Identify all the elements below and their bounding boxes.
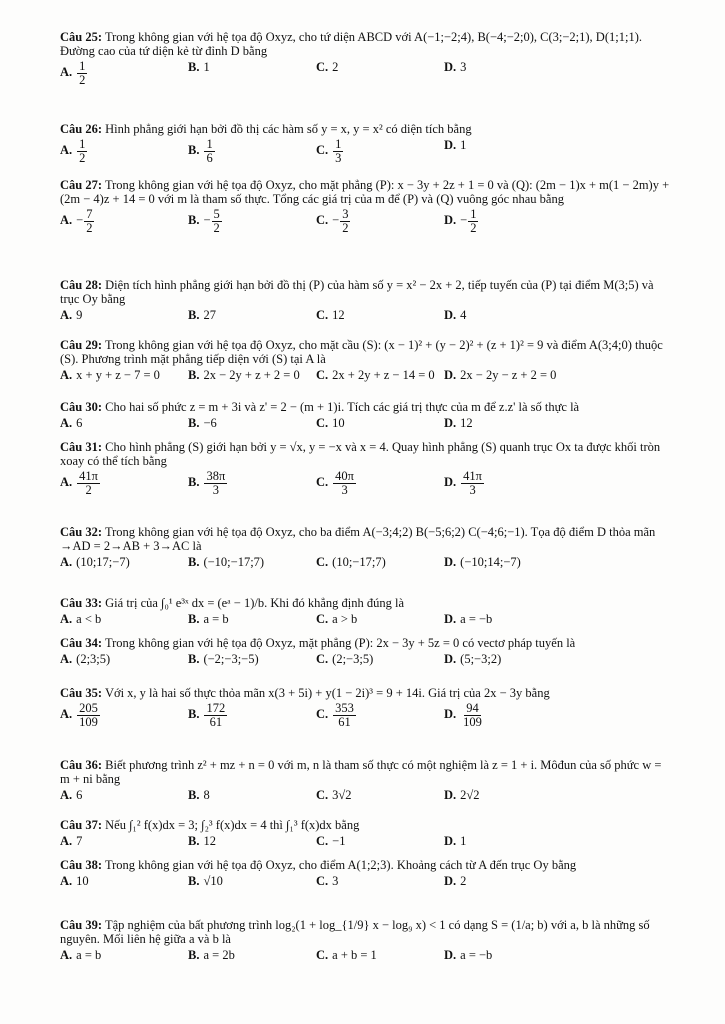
answer-option-c[interactable]	[316, 416, 444, 430]
answer-option-a[interactable]	[60, 416, 188, 430]
option-value: $\frac{1}{6}$	[206, 137, 213, 165]
option-value: 1	[460, 834, 467, 848]
answer-option-d[interactable]	[444, 470, 572, 497]
answer-options	[60, 834, 672, 848]
option-letter: C.	[316, 874, 329, 888]
answer-options	[60, 652, 672, 666]
question-q38	[60, 858, 672, 888]
answer-options	[60, 702, 672, 729]
answer-option-d[interactable]	[444, 834, 572, 848]
option-letter: A.	[60, 834, 73, 848]
question-q27	[60, 178, 672, 235]
question-label: Câu 38:	[60, 858, 103, 872]
option-letter: A.	[60, 652, 73, 666]
answer-option-a[interactable]	[60, 788, 188, 802]
option-value: a + b = 1	[332, 948, 377, 962]
option-letter: D.	[444, 788, 457, 802]
option-letter: C.	[316, 308, 329, 322]
answer-option-b[interactable]	[188, 138, 316, 165]
answer-option-a[interactable]	[60, 612, 188, 626]
option-value: a = 2b	[203, 948, 235, 962]
answer-option-d[interactable]	[444, 874, 572, 888]
option-letter: A.	[60, 475, 73, 490]
answer-option-d[interactable]	[444, 368, 572, 382]
option-letter: A.	[60, 65, 73, 80]
option-value: a = b	[76, 948, 102, 962]
option-value: 3	[332, 874, 339, 888]
option-value: (2;3;5)	[76, 652, 111, 666]
question-stem: Trong không gian với hệ tọa độ Oxyz, cho ba điểm A(−3;4;2) B(−5;6;2) C(−4;6;−1). Tọa độ điểm D thỏa mãn →AD = 2→AB + 3→AC là	[60, 525, 656, 553]
option-value: $\frac{41\pi}{3}$	[463, 469, 482, 497]
option-letter: C.	[316, 834, 329, 848]
option-value: $\frac{38\pi}{3}$	[206, 469, 226, 497]
answer-option-c[interactable]	[316, 788, 444, 802]
option-letter: C.	[316, 788, 329, 802]
option-letter: C.	[316, 707, 329, 722]
question-q34	[60, 636, 672, 666]
answer-option-a[interactable]	[60, 555, 188, 569]
option-value: 9	[76, 308, 83, 322]
answer-option-b[interactable]	[188, 368, 316, 382]
question-q30	[60, 400, 672, 430]
option-value: − $\frac{5}{2}$	[203, 207, 220, 235]
option-letter: A.	[60, 555, 73, 569]
option-value: a = b	[203, 612, 229, 626]
question-label: Câu 26:	[60, 122, 103, 136]
option-value: 10	[332, 416, 345, 430]
option-value: 12	[460, 416, 473, 430]
question-q35	[60, 686, 672, 729]
answer-options	[60, 308, 672, 322]
option-value: (2;−3;5)	[332, 652, 374, 666]
option-letter: B.	[188, 834, 200, 848]
answer-option-c[interactable]	[316, 834, 444, 848]
question-stem: Trong không gian với hệ tọa độ Oxyz, cho mặt phẳng (P): x − 3y + 2z + 1 = 0 và (Q): (2m − 1)x + m(1 − 2m)y + (2m − 4)z + 14 = 0 với m là tham số thực. Tổng các giá trị của m để (P) và (Q) vuông góc nhau bằng	[60, 178, 670, 206]
answer-option-d[interactable]	[444, 60, 572, 87]
option-letter: B.	[188, 143, 200, 158]
option-value: $\frac{40\pi}{3}$	[335, 469, 354, 497]
answer-options	[60, 788, 672, 802]
answer-options	[60, 60, 672, 87]
question-q31	[60, 440, 672, 497]
option-value: 12	[332, 308, 345, 322]
option-letter: C.	[316, 416, 329, 430]
option-letter: D.	[444, 138, 457, 152]
option-letter: D.	[444, 213, 457, 228]
answer-option-d[interactable]	[444, 612, 572, 626]
option-letter: C.	[316, 612, 329, 626]
option-letter: B.	[188, 612, 200, 626]
question-stem: Trong không gian với hệ tọa độ Oxyz, cho tứ diện ABCD với A(−1;−2;4), B(−4;−2;0), C(3;−2;1), D(1;1;1). Đường cao của tứ diện kẻ từ đỉnh D bằng	[60, 30, 642, 58]
option-value: 2	[332, 60, 339, 74]
option-letter: B.	[188, 368, 200, 382]
question-stem: Cho hình phẳng (S) giới hạn bởi y = √x, y = −x và x = 4. Quay hình phẳng (S) quanh trục Ox ta được khối tròn xoay có thể tích bằng	[60, 440, 661, 468]
option-value: 2	[460, 874, 467, 888]
option-value: −1	[332, 834, 346, 848]
answer-option-d[interactable]	[444, 702, 572, 729]
question-stem: Biết phương trình z² + mz + n = 0 với m, n là tham số thực có một nghiệm là z = 1 + i. Môđun của số phức w = m + ni bằng	[60, 758, 662, 786]
option-value: a > b	[332, 612, 358, 626]
question-stem: Tập nghiệm của bất phương trình log₂(1 + log_{1/9} x − log₉ x) < 1 có dạng S = (1/a; b) với a, b là những số nguyên. Mối liên hệ giữa a và b là	[60, 918, 650, 946]
option-value: 27	[203, 308, 216, 322]
answer-option-b[interactable]	[188, 874, 316, 888]
option-letter: B.	[188, 555, 200, 569]
option-letter: D.	[444, 475, 457, 490]
option-value: $\frac{205}{109}$	[79, 701, 98, 729]
question-stem: Giá trị của ∫₀¹ e³ˣ dx = (eᵃ − 1)/b. Khi đó khẳng định đúng là	[105, 596, 405, 610]
question-label: Câu 25:	[60, 30, 103, 44]
option-value: 10	[76, 874, 89, 888]
option-letter: B.	[188, 874, 200, 888]
option-value: − $\frac{7}{2}$	[76, 207, 93, 235]
question-label: Câu 36:	[60, 758, 103, 772]
answer-option-c[interactable]	[316, 948, 444, 962]
answer-option-d[interactable]	[444, 138, 572, 165]
option-letter: A.	[60, 874, 73, 888]
question-q26	[60, 122, 672, 165]
question-label: Câu 29:	[60, 338, 103, 352]
option-value: 7	[76, 834, 83, 848]
answer-option-c[interactable]	[316, 555, 444, 569]
answer-option-b[interactable]	[188, 208, 316, 235]
answer-option-b[interactable]	[188, 308, 316, 322]
answer-option-b[interactable]	[188, 60, 316, 87]
question-q29	[60, 338, 672, 382]
answer-option-a[interactable]	[60, 470, 188, 497]
option-value: −6	[203, 416, 217, 430]
question-stem: Với x, y là hai số thực thỏa mãn x(3 + 5i) + y(1 − 2i)³ = 9 + 14i. Giá trị của 2x − 3y bằng	[104, 686, 550, 700]
answer-option-b[interactable]	[188, 612, 316, 626]
question-label: Câu 35:	[60, 686, 103, 700]
option-letter: A.	[60, 416, 73, 430]
option-letter: B.	[188, 60, 200, 74]
option-value: 6	[76, 788, 83, 802]
answer-option-c[interactable]	[316, 612, 444, 626]
option-letter: B.	[188, 308, 200, 322]
answer-options	[60, 368, 672, 382]
option-letter: C.	[316, 143, 329, 158]
option-value: 2√2	[460, 788, 480, 802]
answer-options	[60, 470, 672, 497]
answer-option-d[interactable]	[444, 948, 572, 962]
option-letter: A.	[60, 948, 73, 962]
question-label: Câu 28:	[60, 278, 103, 292]
option-value: $\frac{1}{2}$	[79, 137, 86, 165]
option-value: (10;17;−7)	[76, 555, 130, 569]
option-letter: B.	[188, 416, 200, 430]
answer-option-a[interactable]	[60, 652, 188, 666]
answer-option-a[interactable]	[60, 368, 188, 382]
option-letter: B.	[188, 213, 200, 228]
option-letter: D.	[444, 60, 457, 74]
answer-options	[60, 612, 672, 626]
question-label: Câu 30:	[60, 400, 103, 414]
question-stem: Trong không gian với hệ tọa độ Oxyz, cho mặt cầu (S): (x − 1)² + (y − 2)² + (z + 1)² = 9 và điểm A(3;4;0) thuộc (S). Phương trình mặt phẳng tiếp diện với (S) tại A là	[60, 338, 663, 366]
answer-option-b[interactable]	[188, 948, 316, 962]
answer-option-d[interactable]	[444, 308, 572, 322]
option-letter: A.	[60, 308, 73, 322]
question-stem: Nếu ∫₁² f(x)dx = 3; ∫₂³ f(x)dx = 4 thì ∫₁³ f(x)dx bằng	[105, 818, 360, 832]
option-value: √10	[203, 874, 223, 888]
question-q32	[60, 525, 672, 569]
option-letter: A.	[60, 707, 73, 722]
question-stem: Diện tích hình phẳng giới hạn bởi đồ thị (P) của hàm số y = x² − 2x + 2, tiếp tuyến của (P) tại điểm M(3;5) và trục Oy bằng	[60, 278, 654, 306]
option-letter: B.	[188, 652, 200, 666]
answer-option-a[interactable]	[60, 308, 188, 322]
answer-option-a[interactable]	[60, 60, 188, 87]
option-letter: B.	[188, 707, 200, 722]
option-value: (−10;−17;7)	[203, 555, 265, 569]
option-value: (−10;14;−7)	[460, 555, 521, 569]
answer-option-a[interactable]	[60, 874, 188, 888]
question-label: Câu 33:	[60, 596, 103, 610]
question-stem: Trong không gian với hệ tọa độ Oxyz, cho điểm A(1;2;3). Khoảng cách từ A đến trục Oy bằng	[104, 858, 577, 872]
question-q37	[60, 818, 672, 848]
option-letter: C.	[316, 60, 329, 74]
answer-option-c[interactable]	[316, 308, 444, 322]
option-letter: A.	[60, 368, 73, 382]
option-value: $\frac{41\pi}{2}$	[79, 469, 98, 497]
option-value: − $\frac{3}{2}$	[332, 207, 349, 235]
option-letter: C.	[316, 555, 329, 569]
question-q33	[60, 596, 672, 626]
answer-option-c[interactable]	[316, 368, 444, 382]
option-value: − $\frac{1}{2}$	[460, 207, 477, 235]
question-stem: Cho hai số phức z = m + 3i và z' = 2 − (m + 1)i. Tích các giá trị thực của m để z.z' là số thực là	[105, 400, 580, 414]
question-stem: Trong không gian với hệ tọa độ Oxyz, mặt phẳng (P): 2x − 3y + 5z = 0 có vectơ pháp tuyến là	[104, 636, 576, 650]
answer-option-b[interactable]	[188, 555, 316, 569]
option-value: x + y + z − 7 = 0	[76, 368, 160, 382]
answer-option-a[interactable]	[60, 702, 188, 729]
option-value: 8	[203, 788, 210, 802]
answer-option-c[interactable]	[316, 60, 444, 87]
option-value: $\frac{94}{109}$	[463, 701, 482, 729]
option-value: $\frac{353}{61}$	[335, 701, 354, 729]
option-letter: D.	[444, 707, 457, 722]
answer-options	[60, 874, 672, 888]
question-label: Câu 37:	[60, 818, 103, 832]
option-letter: A.	[60, 612, 73, 626]
question-q39	[60, 918, 672, 962]
answer-options	[60, 948, 672, 962]
option-value: $\frac{1}{3}$	[335, 137, 342, 165]
option-letter: D.	[444, 948, 457, 962]
option-letter: D.	[444, 874, 457, 888]
question-label: Câu 32:	[60, 525, 103, 539]
option-value: 2x + 2y + z − 14 = 0	[332, 368, 435, 382]
option-value: 4	[460, 308, 467, 322]
answer-option-b[interactable]	[188, 788, 316, 802]
answer-option-d[interactable]	[444, 788, 572, 802]
answer-option-b[interactable]	[188, 652, 316, 666]
option-letter: B.	[188, 788, 200, 802]
answer-option-c[interactable]	[316, 470, 444, 497]
option-value: 2x − 2y + z + 2 = 0	[203, 368, 300, 382]
answer-option-d[interactable]	[444, 208, 572, 235]
option-letter: D.	[444, 416, 457, 430]
option-letter: B.	[188, 475, 200, 490]
answer-option-b[interactable]	[188, 702, 316, 729]
option-value: 1	[460, 138, 467, 152]
option-letter: C.	[316, 213, 329, 228]
answer-options	[60, 555, 672, 569]
answer-option-d[interactable]	[444, 652, 572, 666]
answer-option-b[interactable]	[188, 834, 316, 848]
option-value: 6	[76, 416, 83, 430]
option-value: a = −b	[460, 612, 493, 626]
option-value: (5;−3;2)	[460, 652, 502, 666]
answer-options	[60, 138, 672, 165]
option-letter: D.	[444, 555, 457, 569]
answer-option-a[interactable]	[60, 208, 188, 235]
answer-option-a[interactable]	[60, 948, 188, 962]
option-value: (10;−17;7)	[332, 555, 386, 569]
option-letter: D.	[444, 834, 457, 848]
option-letter: B.	[188, 948, 200, 962]
question-stem: Hình phẳng giới hạn bởi đồ thị các hàm số y = x, y = x² có diện tích bằng	[105, 122, 472, 136]
answer-option-d[interactable]	[444, 555, 572, 569]
option-letter: C.	[316, 948, 329, 962]
answer-option-c[interactable]	[316, 702, 444, 729]
option-value: $\frac{1}{2}$	[79, 59, 86, 87]
answer-option-c[interactable]	[316, 208, 444, 235]
answer-option-c[interactable]	[316, 652, 444, 666]
question-label: Câu 39:	[60, 918, 103, 932]
option-letter: D.	[444, 308, 457, 322]
answer-option-d[interactable]	[444, 416, 572, 430]
option-value: a < b	[76, 612, 102, 626]
question-q28	[60, 278, 672, 322]
option-letter: A.	[60, 143, 73, 158]
option-value: 2x − 2y − z + 2 = 0	[460, 368, 557, 382]
answer-option-b[interactable]	[188, 470, 316, 497]
option-letter: C.	[316, 475, 329, 490]
answer-option-c[interactable]	[316, 874, 444, 888]
question-q36	[60, 758, 672, 802]
option-value: (−2;−3;−5)	[203, 652, 259, 666]
question-label: Câu 34:	[60, 636, 103, 650]
option-value: 3	[460, 60, 467, 74]
answer-option-a[interactable]	[60, 834, 188, 848]
option-letter: C.	[316, 652, 329, 666]
option-value: 1	[203, 60, 210, 74]
option-value: 12	[203, 834, 216, 848]
option-letter: C.	[316, 368, 329, 382]
option-letter: A.	[60, 213, 73, 228]
option-value: $\frac{172}{61}$	[206, 701, 226, 729]
question-label: Câu 27:	[60, 178, 103, 192]
option-letter: D.	[444, 368, 457, 382]
question-label: Câu 31:	[60, 440, 103, 454]
option-value: 3√2	[332, 788, 352, 802]
option-letter: A.	[60, 788, 73, 802]
answer-options	[60, 416, 672, 430]
answer-option-c[interactable]	[316, 138, 444, 165]
question-q25	[60, 30, 672, 87]
option-letter: D.	[444, 612, 457, 626]
answer-option-a[interactable]	[60, 138, 188, 165]
option-value: a = −b	[460, 948, 493, 962]
answer-options	[60, 208, 672, 235]
answer-option-b[interactable]	[188, 416, 316, 430]
option-letter: D.	[444, 652, 457, 666]
